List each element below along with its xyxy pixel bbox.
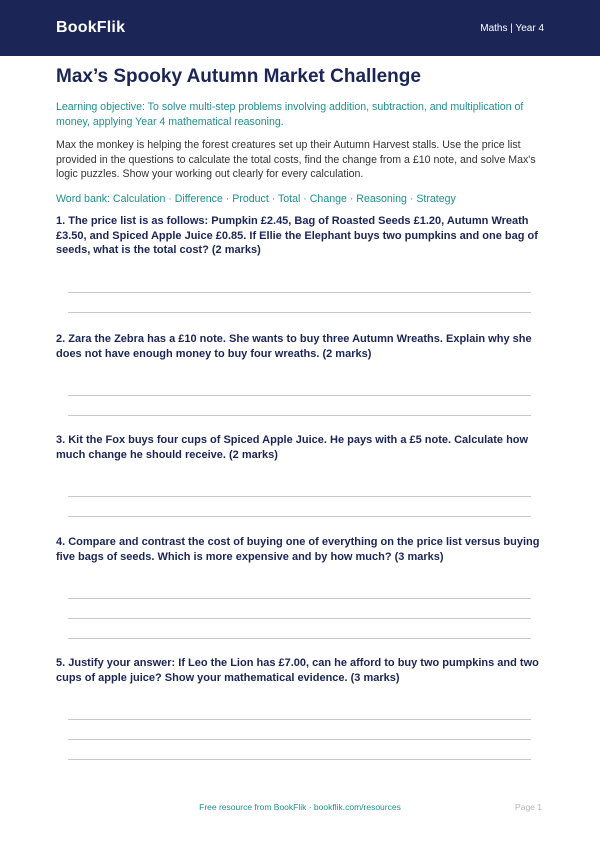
- subject-label: Maths | Year 4: [480, 22, 544, 34]
- question-text: 3. Kit the Fox buys four cups of Spiced Apple Juice. He pays with a £5 note. Calculate how much change he should receive. (2 marks): [56, 434, 529, 461]
- page-number: Page 1: [515, 802, 542, 812]
- intro-text: Max the monkey is helping the forest creatures set up their Autumn Harvest stalls. Use the price list provided in the questions to calculate the total costs, find the change from a £10 note, and solve Max's logic puzzles. Show your working out clearly for every calculation.: [56, 139, 536, 180]
- answer-line[interactable]: [68, 516, 531, 517]
- answer-line[interactable]: [68, 719, 531, 720]
- answer-line[interactable]: [68, 759, 531, 760]
- answer-line[interactable]: [68, 312, 531, 313]
- word-bank: Word bank: Calculation · Difference · Product · Total · Change · Reasoning · Strategy: [56, 192, 456, 205]
- question-text: 4. Compare and contrast the cost of buying one of everything on the price list versus buying five bags of seeds. Which is more expensive and by how much? (3 marks): [56, 536, 540, 563]
- brand-logo[interactable]: BookFlik: [56, 19, 126, 36]
- answer-line[interactable]: [68, 638, 531, 639]
- page-header: [0, 0, 600, 56]
- question-4: [56, 535, 544, 564]
- answer-line[interactable]: [68, 415, 531, 416]
- question-3: [56, 433, 544, 462]
- answer-line[interactable]: [68, 739, 531, 740]
- answer-line[interactable]: [68, 496, 531, 497]
- page-title: Max’s Spooky Autumn Market Challenge: [56, 66, 421, 87]
- question-text: 1. The price list is as follows: Pumpkin £2.45, Bag of Roasted Seeds £1.20, Autumn Wreath £3.50, and Spiced Apple Juice £0.85. If Ellie the Elephant buys two pumpkins and one bag of seeds, what is the total cost? (2 marks): [56, 215, 538, 257]
- question-2: [56, 332, 544, 361]
- footer-link[interactable]: Free resource from BookFlik · bookflik.com/resources: [199, 802, 401, 812]
- question-text: 2. Zara the Zebra has a £10 note. She wants to buy three Autumn Wreaths. Explain why she does not have enough money to buy four wreaths. (2 marks): [56, 333, 532, 360]
- answer-line[interactable]: [68, 292, 531, 293]
- question-1: [56, 214, 544, 258]
- answer-line[interactable]: [68, 618, 531, 619]
- learning-objective: Learning objective: To solve multi-step problems involving addition, subtraction, and multiplication of money, applying Year 4 mathematical reasoning.: [56, 101, 524, 128]
- answer-line[interactable]: [68, 395, 531, 396]
- question-5: [56, 656, 544, 685]
- answer-line[interactable]: [68, 598, 531, 599]
- question-text: 5. Justify your answer: If Leo the Lion has £7.00, can he afford to buy two pumpkins and two cups of apple juice? Show your mathematical evidence. (3 marks): [56, 657, 539, 684]
- worksheet-intro: [56, 64, 544, 206]
